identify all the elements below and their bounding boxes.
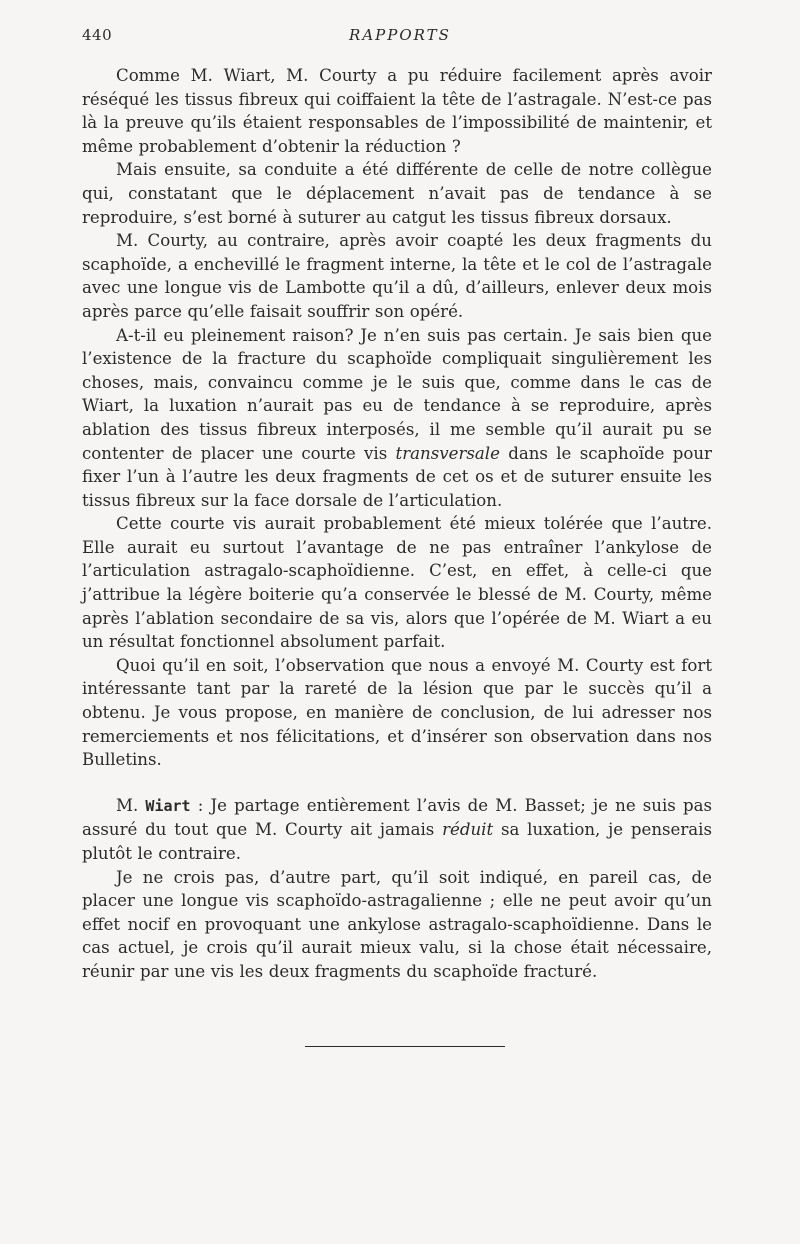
italic-transversale: transversale [395, 443, 500, 463]
end-rule [305, 1046, 505, 1047]
paragraph-7-text-a: : Je partage entièrement l’avis de M. Basset; je ne suis pas assuré du tout que M. Courty ait jamais [82, 795, 712, 840]
italic-reduit: réduit [442, 820, 494, 840]
paragraph-6: Quoi qu’il en soit, l’observation que nous a envoyé M. Courty est fort intéressante tant par la rareté de la lésion que par le succès qu’il a obtenu. Je vous propose, en manière de conclusion, de lui adresser nos remerciements et nos félicitations, et d’insérer son observation dans nos Bulletins. [82, 655, 712, 770]
paragraph-7-text-b: sa luxation, je penserais plutôt le contraire. [82, 820, 712, 863]
body-text [82, 64, 712, 984]
paragraph-3: M. Courty, au contraire, après avoir coapté les deux fragments du scaphoïde, a enchevillé le fragment interne, la tête et le col de l’astragale avec une longue vis de Lambotte qu’il a dû, d’ailleurs, enlever deux mois après parce qu’elle faisait souffrir son opéré. [82, 231, 712, 321]
page-number: 440 [82, 26, 113, 44]
paragraph-4-text-a: A-t-il eu pleinement raison? Je n’en suis pas certain. Je sais bien que l’existence de la fracture du scaphoïde compliquait singulièrement les choses, mais, convaincu comme je le suis que, comme dans le cas de Wiart, la luxation n’aurait pas eu de tendance à se reproduire, après ablation des tissus fibreux interposés, il me semble qu’il aurait pu se contenter de placer une courte vis [82, 325, 712, 463]
speaker-name: Wiart [145, 796, 191, 815]
paragraph-8: Je ne crois pas, d’autre part, qu’il soit indiqué, en pareil cas, de placer une longue vis scaphoïdo-astragalienne ; elle ne peut avoir qu’un effet nocif en provoquant une ankylose astragalo-scaphoïdienne. Dans le cas actuel, je crois qu’il aurait mieux valu, si la chose était nécessaire, réunir par une vis les deux fragments du scaphoïde fracturé. [82, 867, 712, 981]
paragraph-7 [82, 794, 712, 866]
paragraph-5: Cette courte vis aurait probablement été mieux tolérée que l’autre. Elle aurait eu surtout l’avantage de ne pas entraîner l’ankylose de l’articulation astragalo-scaphoïdienne. C’est, en effet, à celle-ci que j’attribue la légère boiterie qu’a conservée le blessé de M. Courty, même après l’ablation secondaire de sa vis, alors que l’opérée de M. Wiart a eu un résultat fonctionnel absolument parfait. [82, 514, 712, 652]
paragraph-4 [82, 324, 712, 513]
paragraph-1: Comme M. Wiart, M. Courty a pu réduire facilement après avoir réséqué les tissus fibreux qui coiffaient la tête de l’astragale. N’est-ce pas là la preuve qu’ils étaient responsables de l’impossibilité de maintenir, et même probablement d’obtenir la réduction ? [82, 66, 712, 156]
running-title: RAPPORTS [349, 26, 451, 44]
paragraph-2: Mais ensuite, sa conduite a été différente de celle de notre collègue qui, constatant que le déplacement n’avait pas de tendance à se reproduire, s’est borné à suturer au catgut les tissus fibreux dorsaux. [82, 160, 712, 227]
paragraph-7-prefix: M. [116, 795, 146, 815]
paragraph-4-text-b: dans le scaphoïde pour fixer l’un à l’autre les deux fragments de cet os et de suturer ensuite les tissus fibreux sur la face dorsale de l’articulation. [82, 443, 712, 510]
